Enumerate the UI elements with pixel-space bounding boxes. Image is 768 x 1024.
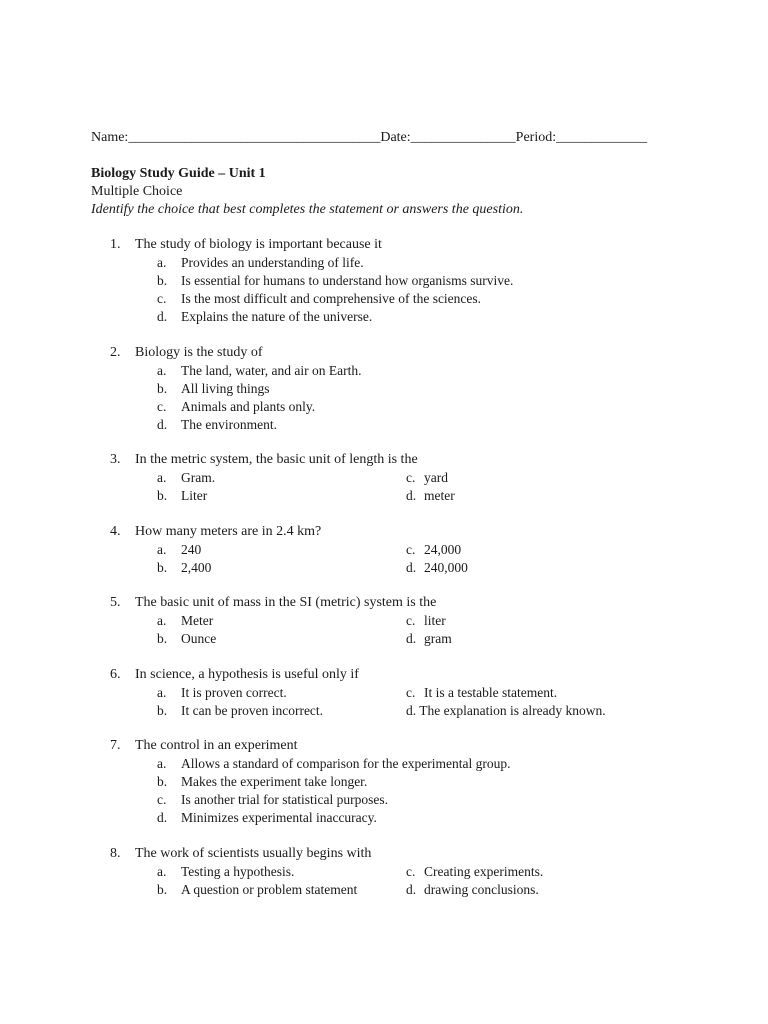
question-2 (0, 344, 768, 434)
student-info-line (91, 129, 647, 147)
option-text: Provides an understanding of life. (181, 255, 364, 270)
question-number: 3. (110, 452, 121, 467)
option-text: drawing conclusions. (424, 881, 539, 897)
option-letter: b. (157, 702, 168, 718)
option-text: liter (424, 613, 446, 628)
option-letter: d. (157, 309, 168, 324)
option-letter: d. (406, 559, 417, 575)
option-row (0, 881, 768, 899)
option-text: 240,000 (424, 559, 468, 575)
option-text: Explains the nature of the universe. (181, 309, 373, 324)
option-b (0, 272, 768, 290)
option-letter: a. (157, 362, 167, 378)
option-letter: d. (406, 488, 417, 503)
option-c (0, 398, 768, 416)
option-b (0, 773, 768, 791)
section-heading: Multiple Choice (91, 184, 183, 199)
question-list (0, 236, 768, 916)
option-a (0, 362, 768, 380)
option-letter: c. (406, 470, 416, 485)
option-letter: c. (157, 398, 167, 414)
question-7 (0, 737, 768, 827)
question-text: The study of biology is important because it (135, 237, 382, 252)
option-letter: c. (406, 684, 416, 700)
option-letter: d. (406, 631, 417, 646)
option-text: The explanation is already known. (419, 702, 606, 718)
question-number: 1. (110, 237, 121, 252)
question-text: The control in an experiment (135, 738, 298, 753)
question-text: The basic unit of mass in the SI (metric) system is the (135, 595, 437, 610)
question-5 (0, 594, 768, 648)
option-a (0, 755, 768, 773)
option-row (0, 630, 768, 648)
period-label: Period: (515, 130, 557, 145)
date-label: Date: (380, 130, 411, 145)
option-letter: c. (157, 792, 167, 807)
question-text: The work of scientists usually begins with (135, 845, 372, 861)
option-text: It can be proven incorrect. (181, 702, 324, 718)
question-3 (0, 451, 768, 505)
page-title: Biology Study Guide – Unit 1 (91, 166, 266, 181)
option-d (0, 416, 768, 434)
option-text: The environment. (181, 416, 277, 432)
option-text: All living things (181, 380, 270, 396)
option-text: It is a testable statement. (424, 684, 558, 700)
option-letter: b. (157, 559, 168, 575)
question-number: 2. (110, 344, 121, 360)
question-number: 5. (110, 595, 121, 610)
question-4 (0, 523, 768, 577)
option-letter: c. (406, 541, 416, 557)
option-text: Creating experiments. (424, 863, 544, 879)
option-text: gram (424, 631, 452, 646)
option-letter: b. (157, 273, 168, 288)
instructions: Identify the choice that best completes the statement or answers the question. (91, 202, 524, 217)
question-6 (0, 666, 768, 720)
option-letter: c. (157, 291, 167, 306)
option-letter: c. (406, 613, 416, 628)
option-text: Is another trial for statistical purposes. (181, 792, 388, 807)
option-text: 24,000 (424, 541, 462, 557)
option-letter: d. (406, 881, 417, 897)
option-text: A question or problem statement (181, 881, 358, 897)
option-d (406, 702, 606, 720)
option-text: Minimizes experimental inaccuracy. (181, 810, 377, 825)
option-letter: d. (406, 702, 417, 718)
option-text: 2,400 (181, 559, 212, 575)
question-text: In the metric system, the basic unit of length is the (135, 452, 418, 467)
option-c (0, 791, 768, 809)
name-blank: ____________________________________ (128, 130, 381, 145)
question-text: How many meters are in 2.4 km? (135, 523, 322, 539)
question-number: 4. (110, 523, 121, 539)
option-text: Testing a hypothesis. (181, 863, 295, 879)
option-text: Animals and plants only. (181, 398, 316, 414)
option-b (0, 380, 768, 398)
question-1 (0, 236, 768, 326)
period-blank: _____________ (556, 130, 648, 145)
option-text: Meter (181, 613, 214, 628)
option-letter: b. (157, 774, 168, 789)
option-text: meter (424, 488, 455, 503)
option-letter: b. (157, 488, 168, 503)
option-letter: b. (157, 380, 168, 396)
option-text: Liter (181, 488, 208, 503)
question-text: In science, a hypothesis is useful only if (135, 666, 359, 682)
date-blank: _______________ (410, 130, 516, 145)
option-letter: a. (157, 613, 167, 628)
question-number: 8. (110, 845, 121, 861)
option-letter: a. (157, 684, 167, 700)
option-row (0, 863, 768, 881)
option-row (0, 541, 768, 559)
option-a (0, 254, 768, 272)
option-letter: b. (157, 881, 168, 897)
option-d (0, 809, 768, 827)
option-row (0, 612, 768, 630)
option-row (0, 559, 768, 577)
option-letter: a. (157, 863, 167, 879)
option-text: Allows a standard of comparison for the experimental group. (181, 756, 511, 771)
option-letter: d. (157, 810, 168, 825)
option-text: The land, water, and air on Earth. (181, 362, 362, 378)
option-c (0, 290, 768, 308)
option-text: Makes the experiment take longer. (181, 774, 368, 789)
option-text: yard (424, 470, 448, 485)
option-text: 240 (181, 541, 202, 557)
option-text: Is the most difficult and comprehensive of the sciences. (181, 291, 482, 306)
option-text: Gram. (181, 470, 216, 485)
option-letter: a. (157, 470, 167, 485)
question-number: 6. (110, 666, 121, 682)
option-text: Is essential for humans to understand how organisms survive. (181, 273, 514, 288)
option-row (0, 684, 768, 702)
option-letter: a. (157, 255, 167, 270)
name-label: Name: (91, 130, 129, 145)
question-number: 7. (110, 738, 121, 753)
option-letter: a. (157, 756, 167, 771)
option-row (0, 469, 768, 487)
option-row (0, 702, 768, 720)
question-8 (0, 845, 768, 899)
option-text: It is proven correct. (181, 684, 287, 700)
option-d (0, 308, 768, 326)
option-letter: c. (406, 863, 416, 879)
option-letter: b. (157, 631, 168, 646)
option-letter: a. (157, 541, 167, 557)
question-text: Biology is the study of (135, 344, 263, 360)
option-letter: d. (157, 416, 168, 432)
option-row (0, 487, 768, 505)
option-text: Ounce (181, 631, 217, 646)
